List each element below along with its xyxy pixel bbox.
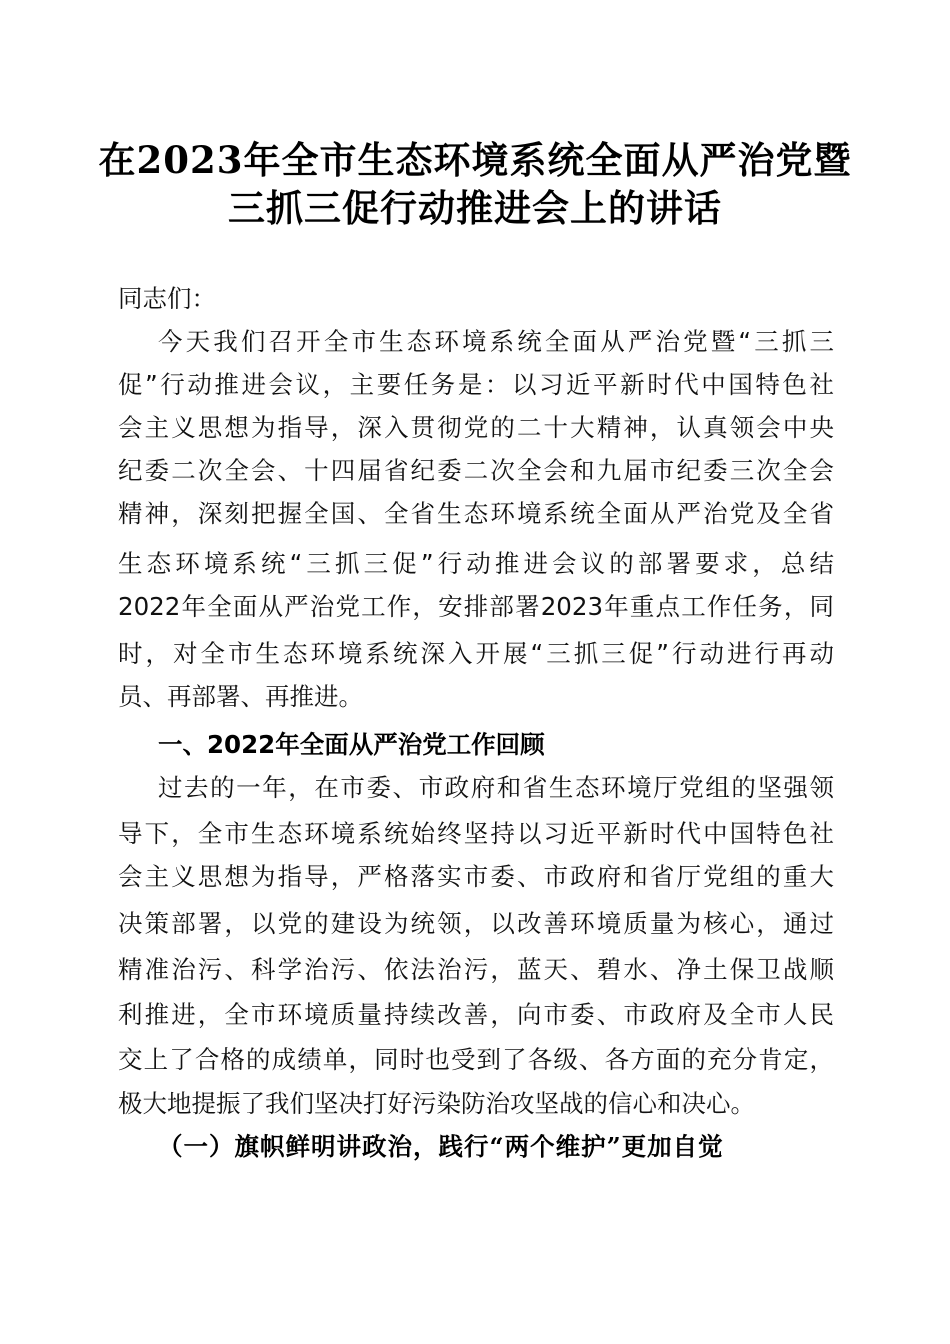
intro-line: 纪委二次全会、十四届省纪委二次全会和九届市纪委三次全会 — [118, 456, 834, 485]
subsection-heading: （一）旗帜鲜明讲政治，践行“两个维护”更加自觉 — [158, 1132, 724, 1161]
intro-line: 精神，深刻把握全国、全省生态环境系统全面从严治党及全省 — [118, 499, 834, 528]
review-line: 会主义思想为指导，严格落实市委、市政府和省厅党组的重大 — [118, 862, 834, 891]
document-title-line-1: 在2023年全市生态环境系统全面从严治党暨 — [98, 138, 852, 182]
intro-line: 2022年全面从严治党工作，安排部署2023年重点工作任务，同 — [118, 592, 834, 621]
intro-line: 会主义思想为指导，深入贯彻党的二十大精神，认真领会中央 — [118, 413, 834, 442]
review-line: 过去的一年，在市委、市政府和省生态环境厅党组的坚强领 — [158, 773, 834, 802]
intro-line: 生态环境系统“三抓三促”行动推进会议的部署要求，总结 — [118, 549, 834, 578]
intro-line: 促”行动推进会议，主要任务是：以习近平新时代中国特色社 — [118, 370, 834, 399]
review-line: 极大地提振了我们坚决打好污染防治攻坚战的信心和决心。 — [118, 1089, 755, 1118]
document-title-line-2: 三抓三促行动推进会上的讲话 — [228, 186, 722, 230]
review-line: 决策部署，以党的建设为统领，以改善环境质量为核心，通过 — [118, 909, 834, 938]
intro-line: 员、再部署、再推进。 — [118, 682, 363, 711]
section-heading: 一、2022年全面从严治党工作回顾 — [158, 730, 545, 759]
review-line: 精准治污、科学治污、依法治污，蓝天、碧水、净土保卫战顺 — [118, 955, 834, 984]
review-line: 交上了合格的成绩单，同时也受到了各级、各方面的充分肯定， — [118, 1045, 834, 1074]
review-line: 利推进，全市环境质量持续改善，向市委、市政府及全市人民 — [118, 1000, 834, 1029]
intro-line: 今天我们召开全市生态环境系统全面从严治党暨“三抓三 — [158, 327, 834, 356]
review-line: 导下，全市生态环境系统始终坚持以习近平新时代中国特色社 — [118, 819, 834, 848]
intro-line: 时，对全市生态环境系统深入开展“三抓三促”行动进行再动 — [118, 639, 834, 668]
salutation: 同志们： — [118, 284, 216, 313]
